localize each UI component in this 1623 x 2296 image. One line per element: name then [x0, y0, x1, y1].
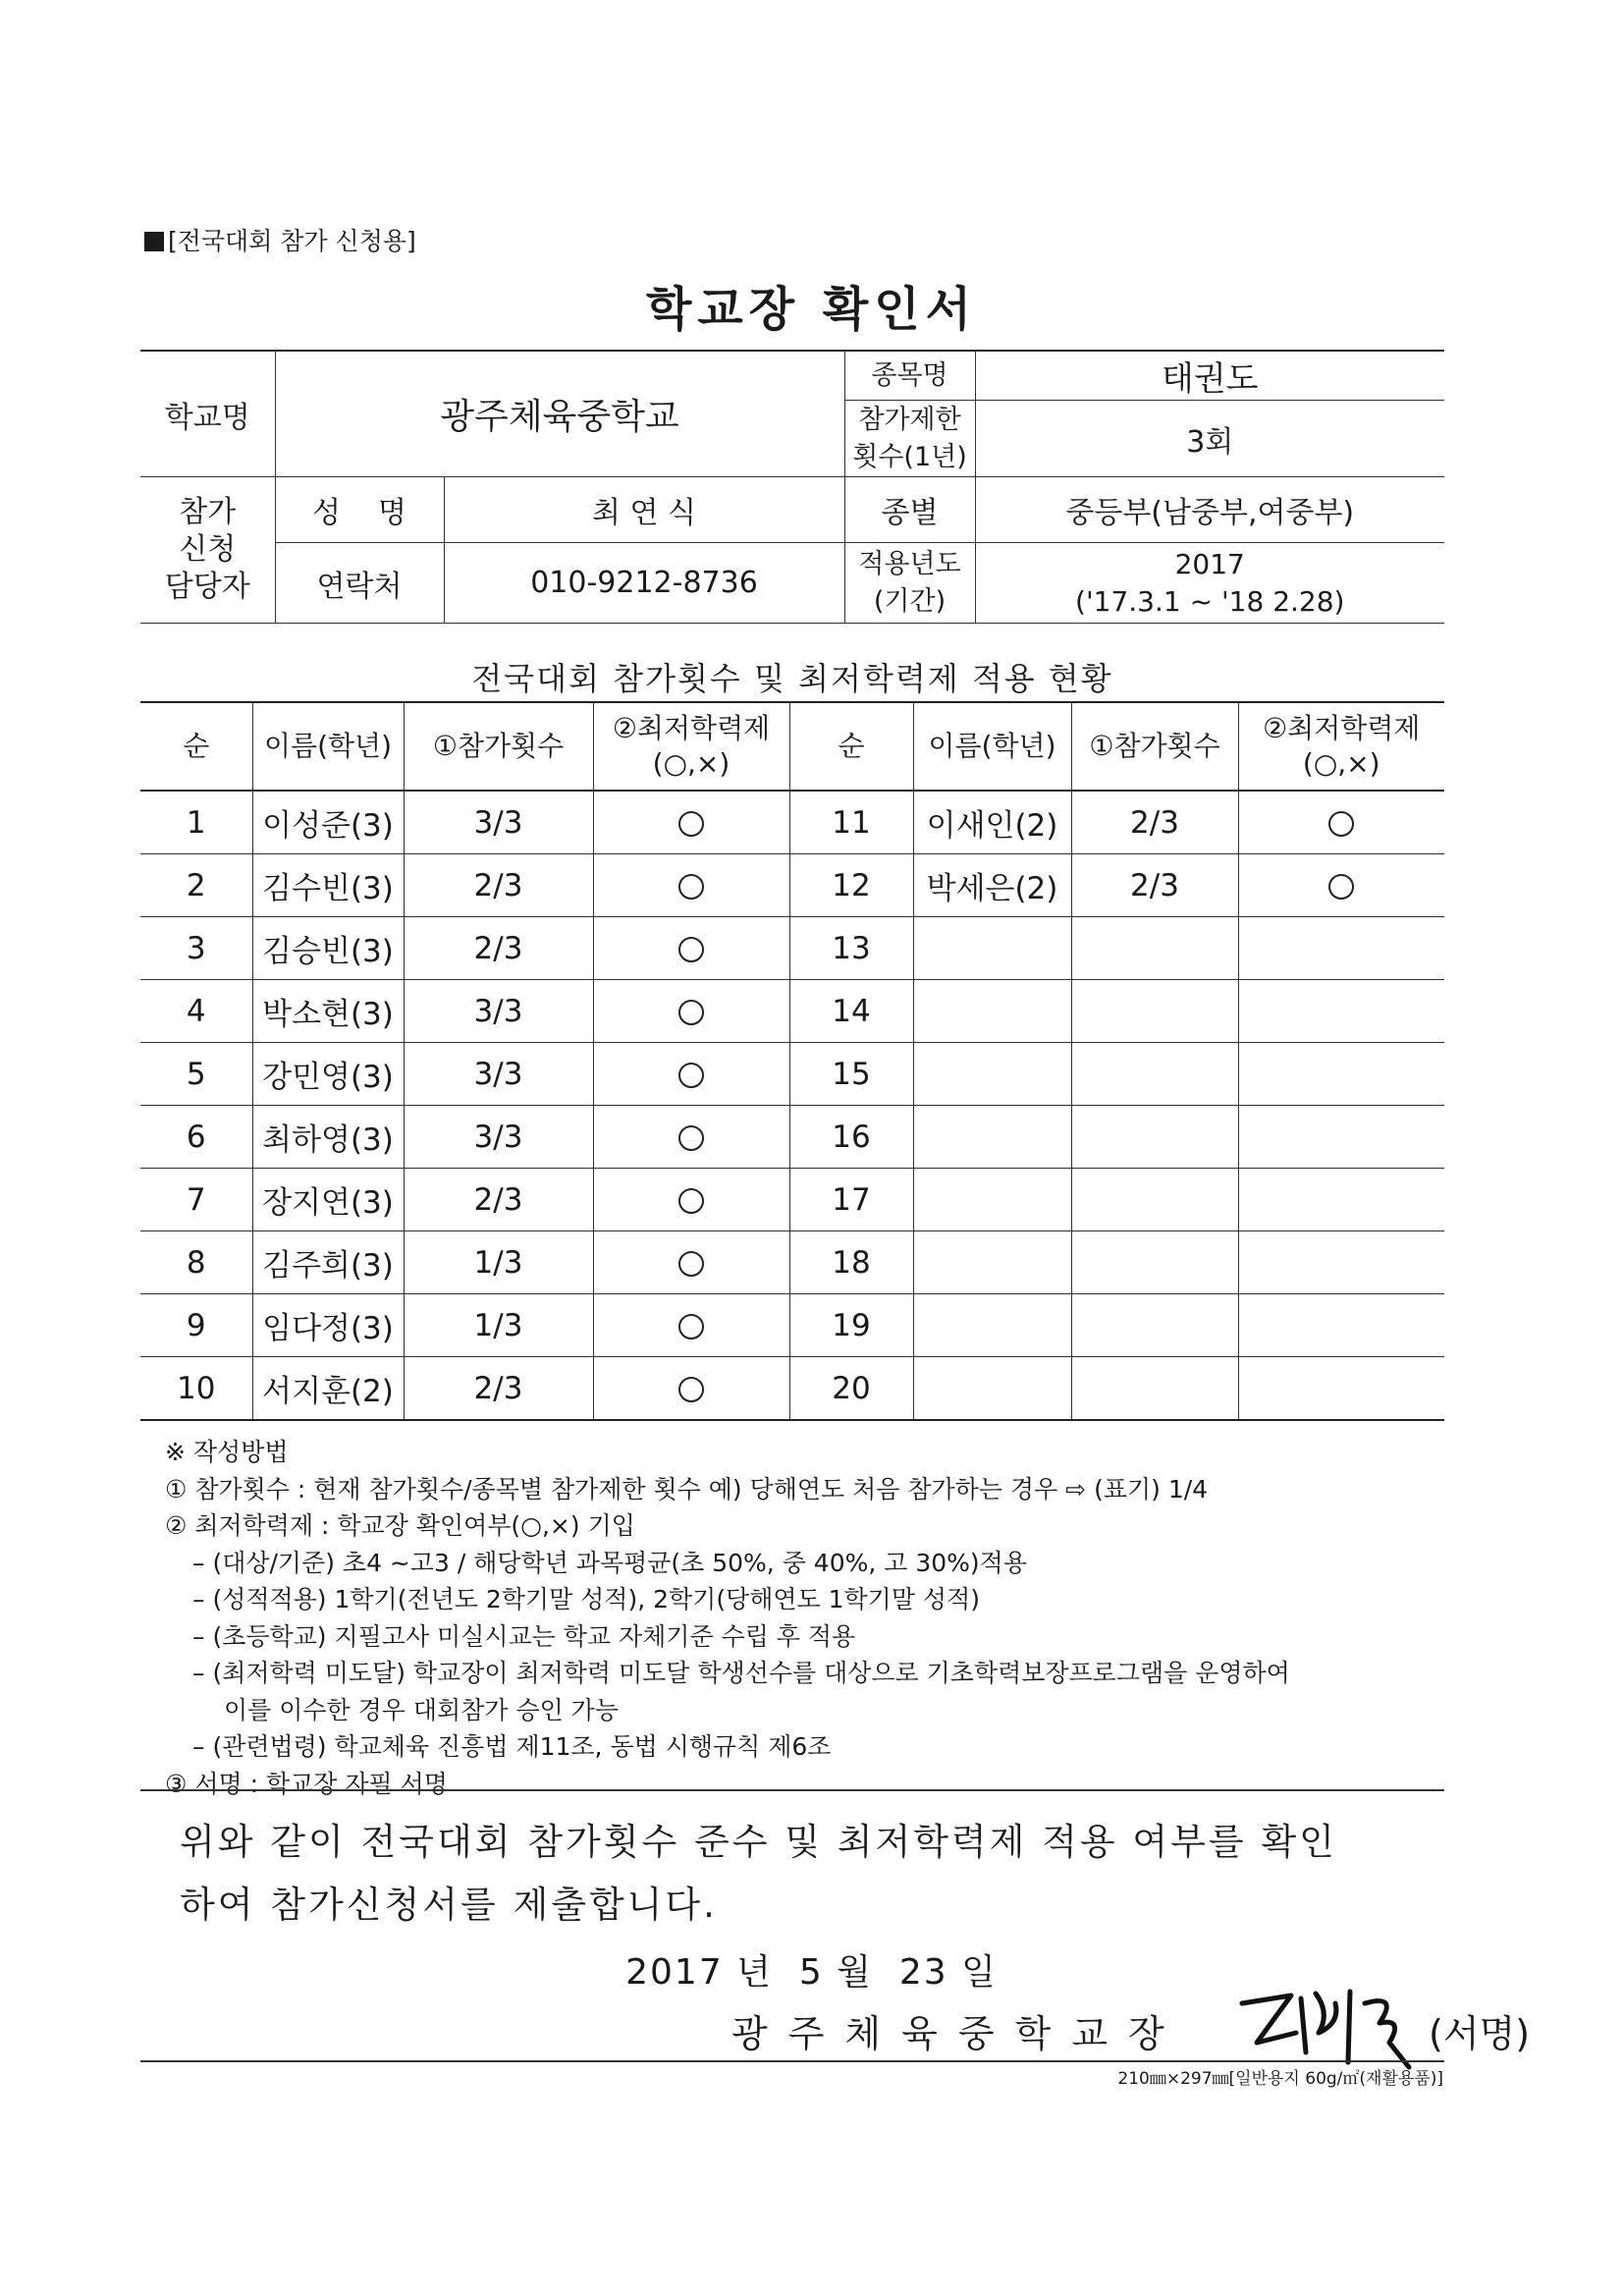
cell-no: 4 — [140, 980, 252, 1043]
notes-heading: ※ 작성방법 — [165, 1438, 289, 1466]
cell-name: 최하영(3) — [252, 1106, 404, 1169]
info-table — [140, 350, 1444, 624]
cell-name — [913, 917, 1071, 980]
cell-count: 1/3 — [404, 1294, 593, 1357]
cell-grade — [1238, 1169, 1444, 1231]
contact-value: 010-9212-8736 — [444, 543, 844, 624]
cell-count: 3/3 — [404, 1106, 593, 1169]
cell-grade — [593, 1231, 789, 1294]
table-header-row — [140, 702, 1444, 791]
cell-name: 강민영(3) — [252, 1043, 404, 1106]
cell-grade — [593, 917, 789, 980]
event-value: 태권도 — [975, 351, 1444, 401]
cell-count: 3/3 — [404, 1043, 593, 1106]
cell-count — [1071, 1169, 1238, 1231]
cell-grade — [1238, 980, 1444, 1043]
cell-no: 19 — [789, 1294, 913, 1357]
cell-no: 6 — [140, 1106, 252, 1169]
document-title: 학교장 확인서 — [646, 282, 977, 337]
date-line: 2017 년 5 월 23 일 — [625, 1952, 998, 1993]
table-row — [140, 1169, 1444, 1231]
cell-count: 2/3 — [404, 854, 593, 917]
cell-grade — [593, 1169, 789, 1231]
cell-name: 장지연(3) — [252, 1169, 404, 1231]
cell-grade — [593, 1357, 789, 1421]
event-label: 종목명 — [844, 351, 975, 401]
table-row — [140, 1357, 1444, 1421]
cell-count — [1071, 1231, 1238, 1294]
note-2b: – (성적적용) 1학기(전년도 2학기말 성적), 2학기(당해연도 1학기말 성적) — [192, 1585, 980, 1613]
cell-grade — [593, 1106, 789, 1169]
cell-no: 13 — [789, 917, 913, 980]
cell-grade — [593, 1043, 789, 1106]
square-bullet-icon — [144, 232, 164, 251]
circle-mark-icon — [678, 1314, 704, 1339]
cell-no: 12 — [789, 854, 913, 917]
cell-name: 임다정(3) — [252, 1294, 404, 1357]
circle-mark-icon — [678, 874, 704, 900]
cell-count — [1071, 1294, 1238, 1357]
signature-label: (서명) — [1429, 2012, 1531, 2055]
cell-name — [913, 1357, 1071, 1421]
table-row — [140, 1231, 1444, 1294]
cell-no: 15 — [789, 1043, 913, 1106]
cell-no: 3 — [140, 917, 252, 980]
cell-name: 이새인(2) — [913, 791, 1071, 854]
cell-no: 14 — [789, 980, 913, 1043]
cell-count — [1071, 1106, 1238, 1169]
cell-no: 7 — [140, 1169, 252, 1231]
header-count: ①참가횟수 — [404, 702, 593, 791]
cell-count: 2/3 — [404, 1357, 593, 1421]
note-2d: – (최저학력 미도달) 학교장이 최저학력 미도달 학생선수를 대상으로 기초학력보장프로그램을 운영하여 — [192, 1659, 1290, 1687]
cell-no: 8 — [140, 1231, 252, 1294]
manager-label: 참가 신청 담당자 — [140, 477, 275, 624]
instructions — [165, 1434, 1451, 1802]
cell-count: 2/3 — [404, 917, 593, 980]
note-2e: – (관련법령) 학교체육 진흥법 제11조, 동법 시행규칙 제6조 — [192, 1732, 832, 1761]
cell-count — [1071, 1043, 1238, 1106]
cell-name: 김주희(3) — [252, 1231, 404, 1294]
note-2c: – (초등학교) 지필고사 미실시교는 학교 자체기준 수립 후 적용 — [192, 1621, 856, 1651]
handwritten-signature — [1232, 1974, 1429, 2072]
circle-mark-icon — [678, 937, 704, 962]
cell-grade — [1238, 917, 1444, 980]
header-no: 순 — [140, 702, 252, 791]
table-row — [140, 917, 1444, 980]
cell-name — [913, 1043, 1071, 1106]
table-row — [140, 1106, 1444, 1169]
table-row — [140, 854, 1444, 917]
cell-name — [913, 1106, 1071, 1169]
cell-name — [913, 980, 1071, 1043]
name-label: 성 명 — [275, 477, 444, 543]
circle-mark-icon — [678, 1000, 704, 1025]
cell-name: 김승빈(3) — [252, 917, 404, 980]
table-row — [140, 980, 1444, 1043]
limit-label: 참가제한 횟수(1년) — [844, 401, 975, 477]
contact-label: 연락처 — [275, 543, 444, 624]
status-title: 전국대회 참가횟수 및 최저학력제 적용 현황 — [471, 660, 1113, 697]
cell-grade — [1238, 1357, 1444, 1421]
paper-spec: 210㎜×297㎜[일반용지 60g/㎡(재활용품)] — [1117, 2069, 1443, 2089]
cell-name — [913, 1231, 1071, 1294]
circle-mark-icon — [678, 1377, 704, 1402]
cell-name: 서지훈(2) — [252, 1357, 404, 1421]
cell-count: 1/3 — [404, 1231, 593, 1294]
bottom-divider — [140, 2060, 1444, 2062]
header-grade: ②최저학력제 (○,×) — [1238, 702, 1444, 791]
cell-no: 18 — [789, 1231, 913, 1294]
cell-no: 11 — [789, 791, 913, 854]
circle-mark-icon — [678, 1188, 704, 1214]
note-1: ① 참가횟수 : 현재 참가횟수/종목별 참가제한 횟수 예) 당해연도 처음 참가하는 경우 ⇨ (표기) 1/4 — [165, 1474, 1209, 1503]
cell-name — [913, 1294, 1071, 1357]
header-grade: ②최저학력제 (○,×) — [593, 702, 789, 791]
cell-no: 16 — [789, 1106, 913, 1169]
participants-table — [140, 701, 1444, 1421]
circle-mark-icon — [678, 1251, 704, 1277]
division-value: 중등부(남중부,여중부) — [975, 477, 1444, 543]
cell-count: 2/3 — [1071, 854, 1238, 917]
cell-name: 박소현(3) — [252, 980, 404, 1043]
cell-grade — [1238, 854, 1444, 917]
header-name: 이름(학년) — [913, 702, 1071, 791]
cell-count — [1071, 1357, 1238, 1421]
cell-name: 김수빈(3) — [252, 854, 404, 917]
note-2: ② 최저학력제 : 학교장 확인여부(○,×) 기입 — [165, 1511, 635, 1540]
cell-grade — [593, 1294, 789, 1357]
signer-name: 광주체육중학교장 — [731, 2012, 1185, 2055]
cell-grade — [593, 854, 789, 917]
cell-name — [913, 1169, 1071, 1231]
circle-mark-icon — [1328, 874, 1354, 900]
cell-grade — [593, 791, 789, 854]
table-row — [140, 1043, 1444, 1106]
header-no: 순 — [789, 702, 913, 791]
cell-count: 3/3 — [404, 980, 593, 1043]
table-row — [140, 1294, 1444, 1357]
header-count: ①참가횟수 — [1071, 702, 1238, 791]
circle-mark-icon — [678, 811, 704, 837]
division-label: 종별 — [844, 477, 975, 543]
cell-no: 2 — [140, 854, 252, 917]
name-value: 최 연 식 — [444, 477, 844, 543]
cell-no: 20 — [789, 1357, 913, 1421]
circle-mark-icon — [678, 1125, 704, 1151]
cell-no: 1 — [140, 791, 252, 854]
year-label: 적용년도 (기간) — [844, 543, 975, 624]
cell-grade — [593, 980, 789, 1043]
cell-name: 박세은(2) — [913, 854, 1071, 917]
cell-name: 이성준(3) — [252, 791, 404, 854]
cell-grade — [1238, 1294, 1444, 1357]
header-name: 이름(학년) — [252, 702, 404, 791]
cell-grade — [1238, 1106, 1444, 1169]
document-tag: [전국대회 참가 신청용] — [144, 222, 416, 257]
cell-count — [1071, 980, 1238, 1043]
note-2a: – (대상/기준) 초4 ~고3 / 해당학년 과목평균(초 50%, 중 40%, 고 30%)적용 — [192, 1548, 1027, 1577]
cell-count: 2/3 — [404, 1169, 593, 1231]
cell-no: 5 — [140, 1043, 252, 1106]
cell-count: 2/3 — [1071, 791, 1238, 854]
cell-grade — [1238, 1231, 1444, 1294]
statement: 위와 같이 전국대회 참가횟수 준수 및 최저학력제 적용 여부를 확인 하여 참가신청서를 제출합니다. — [180, 1821, 1337, 1926]
cell-count: 3/3 — [404, 791, 593, 854]
divider — [140, 1789, 1444, 1791]
cell-no: 10 — [140, 1357, 252, 1421]
cell-grade — [1238, 1043, 1444, 1106]
year-value: 2017 ('17.3.1 ~ '18 2.28) — [975, 543, 1444, 624]
cell-grade — [1238, 791, 1444, 854]
cell-no: 9 — [140, 1294, 252, 1357]
school-name: 광주체육중학교 — [275, 351, 844, 477]
circle-mark-icon — [1328, 811, 1354, 837]
school-label: 학교명 — [140, 351, 275, 477]
cell-count — [1071, 917, 1238, 980]
note-2d-cont: 이를 이수한 경우 대회참가 승인 가능 — [224, 1695, 619, 1724]
circle-mark-icon — [678, 1063, 704, 1088]
table-row — [140, 791, 1444, 854]
note-3: ③ 서명 : 학교장 자필 서명 — [165, 1769, 448, 1798]
cell-no: 17 — [789, 1169, 913, 1231]
limit-value: 3회 — [975, 401, 1444, 477]
